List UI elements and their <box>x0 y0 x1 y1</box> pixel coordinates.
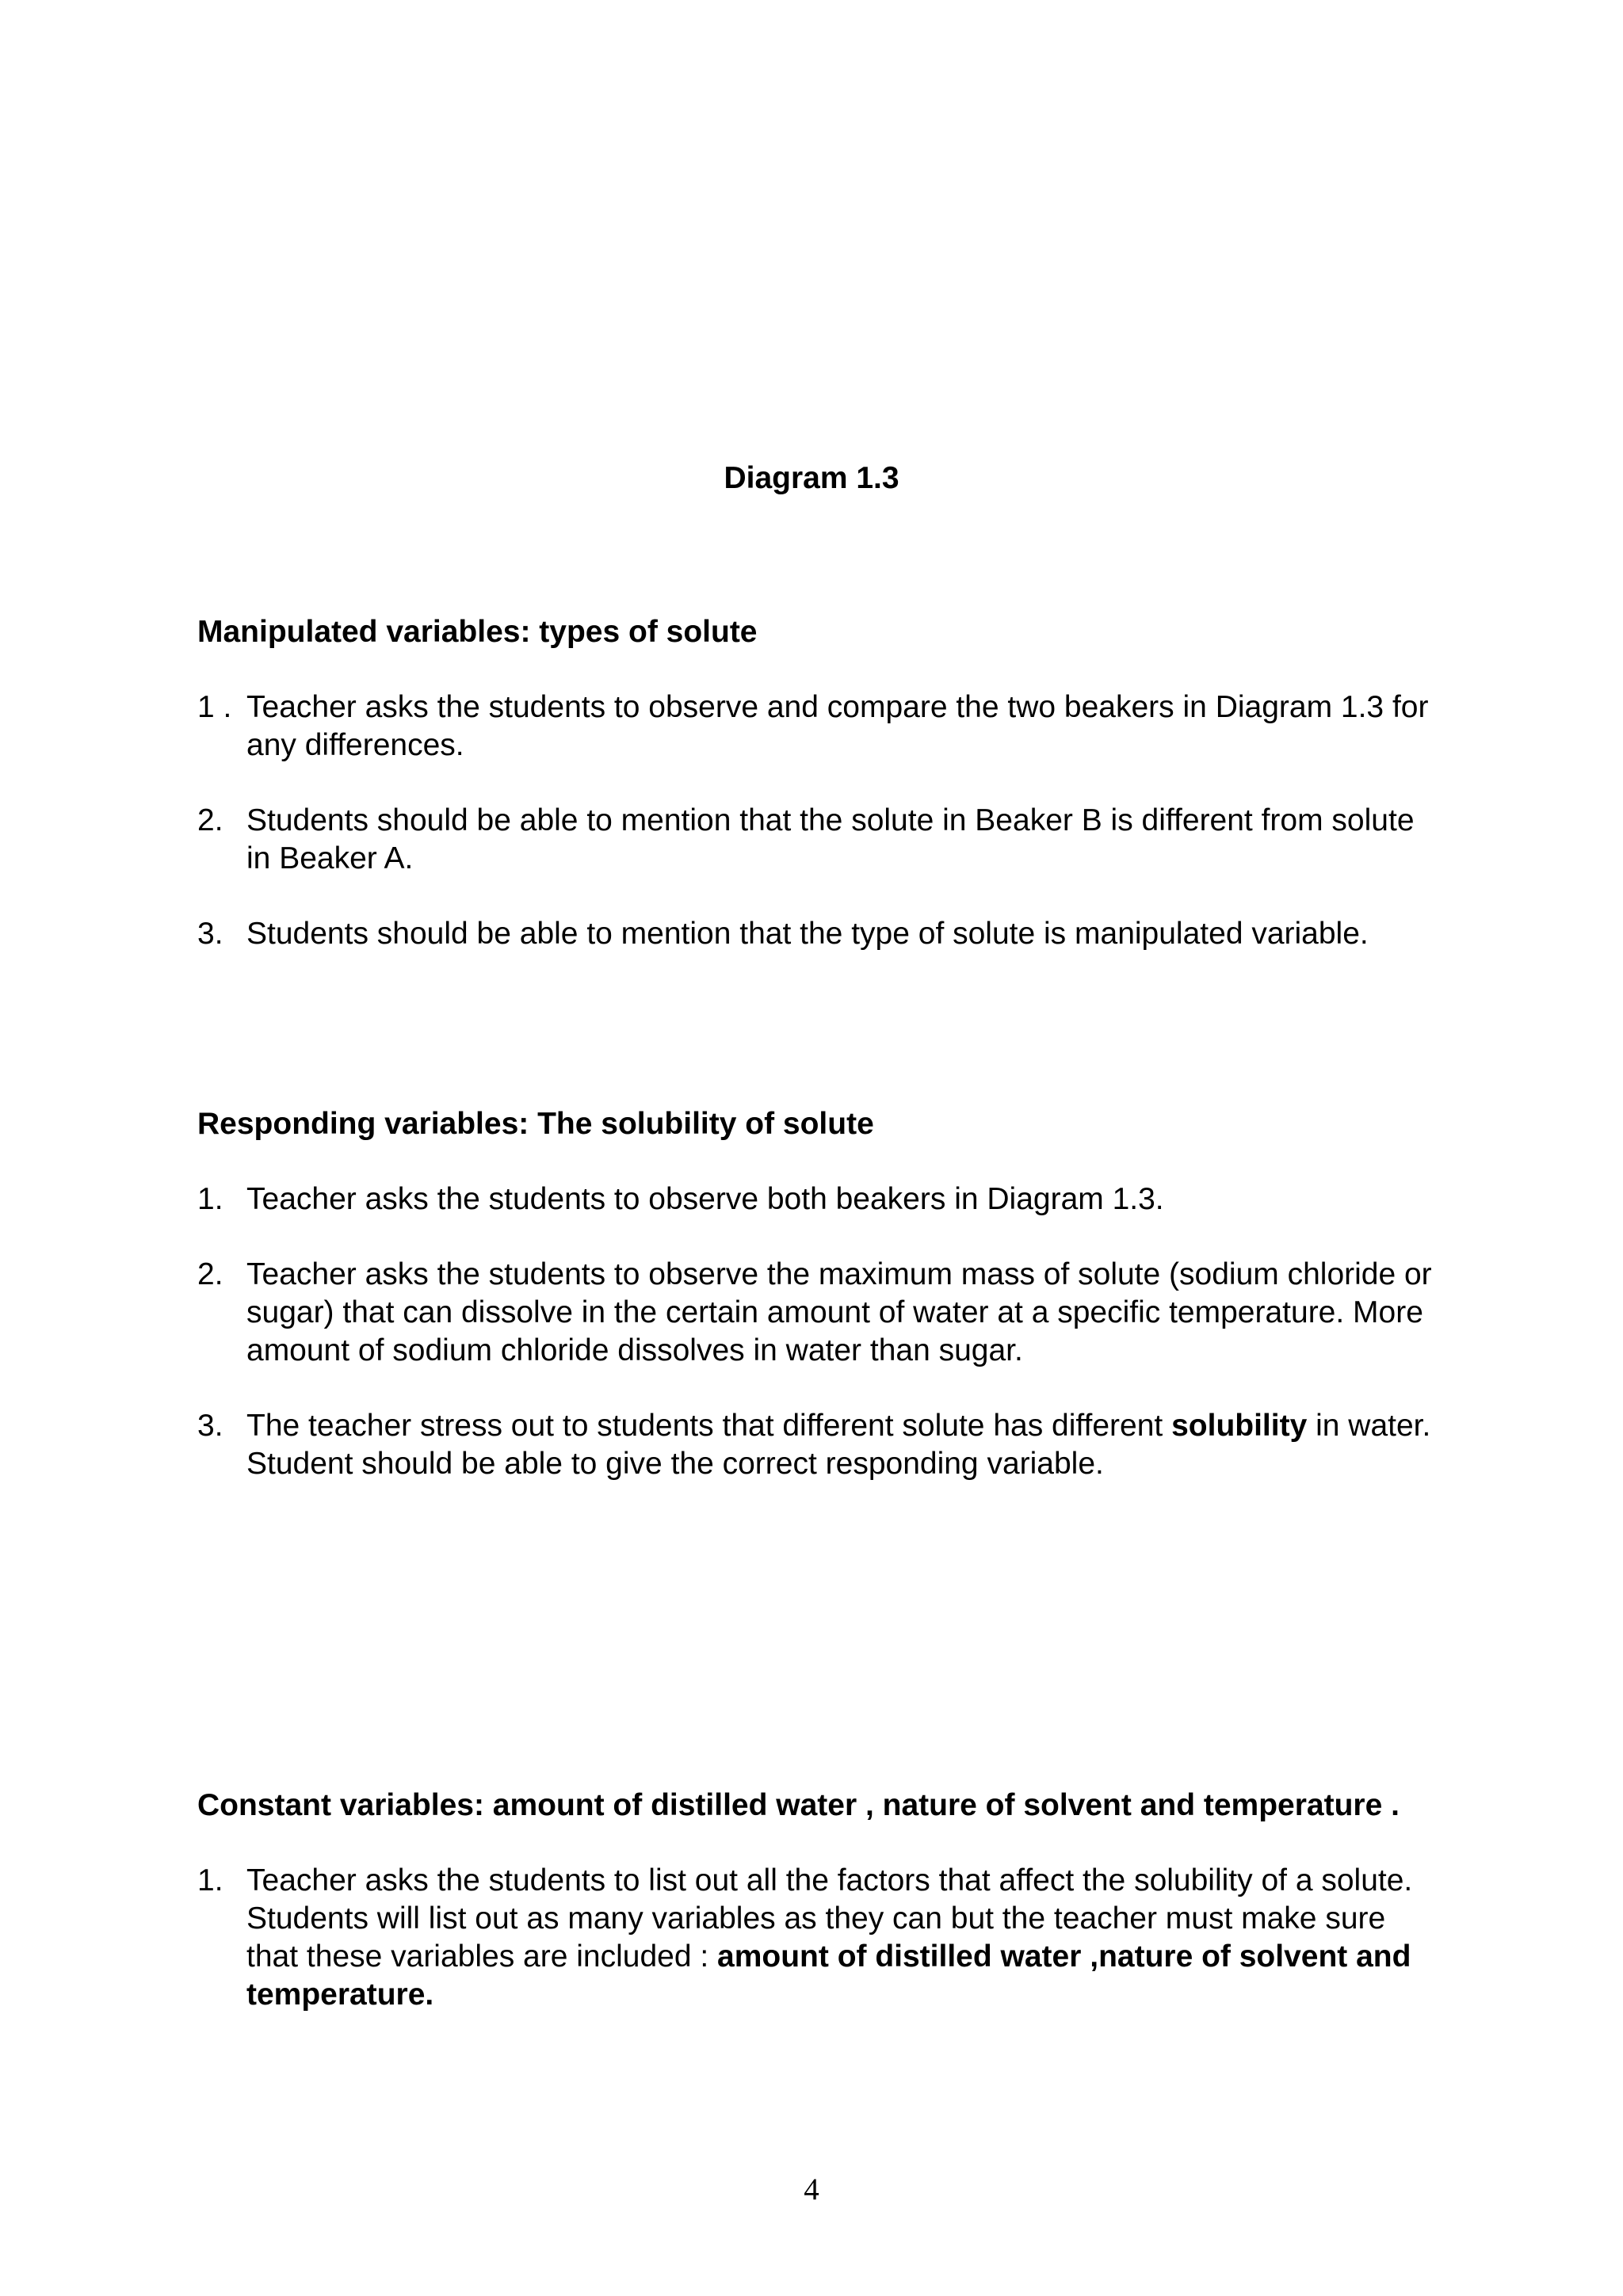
item-number: 2. <box>197 803 223 837</box>
item-number: 1. <box>197 1182 223 1216</box>
item-text-bold: amount of distilled water ,nature of solvent and temperature. <box>246 1939 1411 2012</box>
item-text: Teacher asks the students to observe and compare the two beakers in Diagram 1.3 for any differences. <box>246 690 1429 762</box>
list-item <box>197 1180 1434 1219</box>
item-text-after: in water. Student should be able to give the correct responding variable. <box>246 1409 1431 1481</box>
list-item <box>197 802 1434 878</box>
list-item <box>197 688 1434 765</box>
section-heading: Constant variables: amount of distilled water , nature of solvent and temperature . <box>197 1788 1400 1822</box>
responding-variables-section <box>197 1105 1434 1483</box>
page-number: 4 <box>804 2172 819 2206</box>
constant-variables-section <box>197 1787 1434 2014</box>
list-item <box>197 1407 1434 1483</box>
item-text-bold: solubility <box>1171 1409 1308 1443</box>
list-item <box>197 915 1434 953</box>
section-heading: Responding variables: The solubility of solute <box>197 1107 874 1141</box>
item-text-before: Teacher asks the students to list out all the factors that affect the solubility of a solute. Students will list out as many variables as they can but the teacher must make sure that these variables are included : <box>246 1863 1413 1974</box>
item-text: Teacher asks the students to observe the maximum mass of solute (sodium chloride or sugar) that can dissolve in the certain amount of water at a specific temperature. More amount of sodium chloride dissolves in water than sugar. <box>246 1257 1432 1367</box>
item-text: Students should be able to mention that the solute in Beaker B is different from solute in Beaker A. <box>246 803 1415 875</box>
item-text: Students should be able to mention that the type of solute is manipulated variable. <box>246 917 1369 951</box>
manipulated-variables-section <box>197 613 1434 953</box>
item-text: Teacher asks the students to observe both beakers in Diagram 1.3. <box>246 1182 1164 1216</box>
item-number: 1. <box>197 1863 223 1897</box>
list-item <box>197 1862 1434 2014</box>
section-heading: Manipulated variables: types of solute <box>197 615 758 649</box>
item-number: 2. <box>197 1257 223 1291</box>
item-number: 1 . <box>197 690 232 724</box>
item-number: 3. <box>197 1409 223 1443</box>
list-item <box>197 1256 1434 1370</box>
item-number: 3. <box>197 917 223 951</box>
diagram-title: Diagram 1.3 <box>724 461 899 495</box>
item-text-before: The teacher stress out to students that different solute has different <box>246 1409 1172 1443</box>
